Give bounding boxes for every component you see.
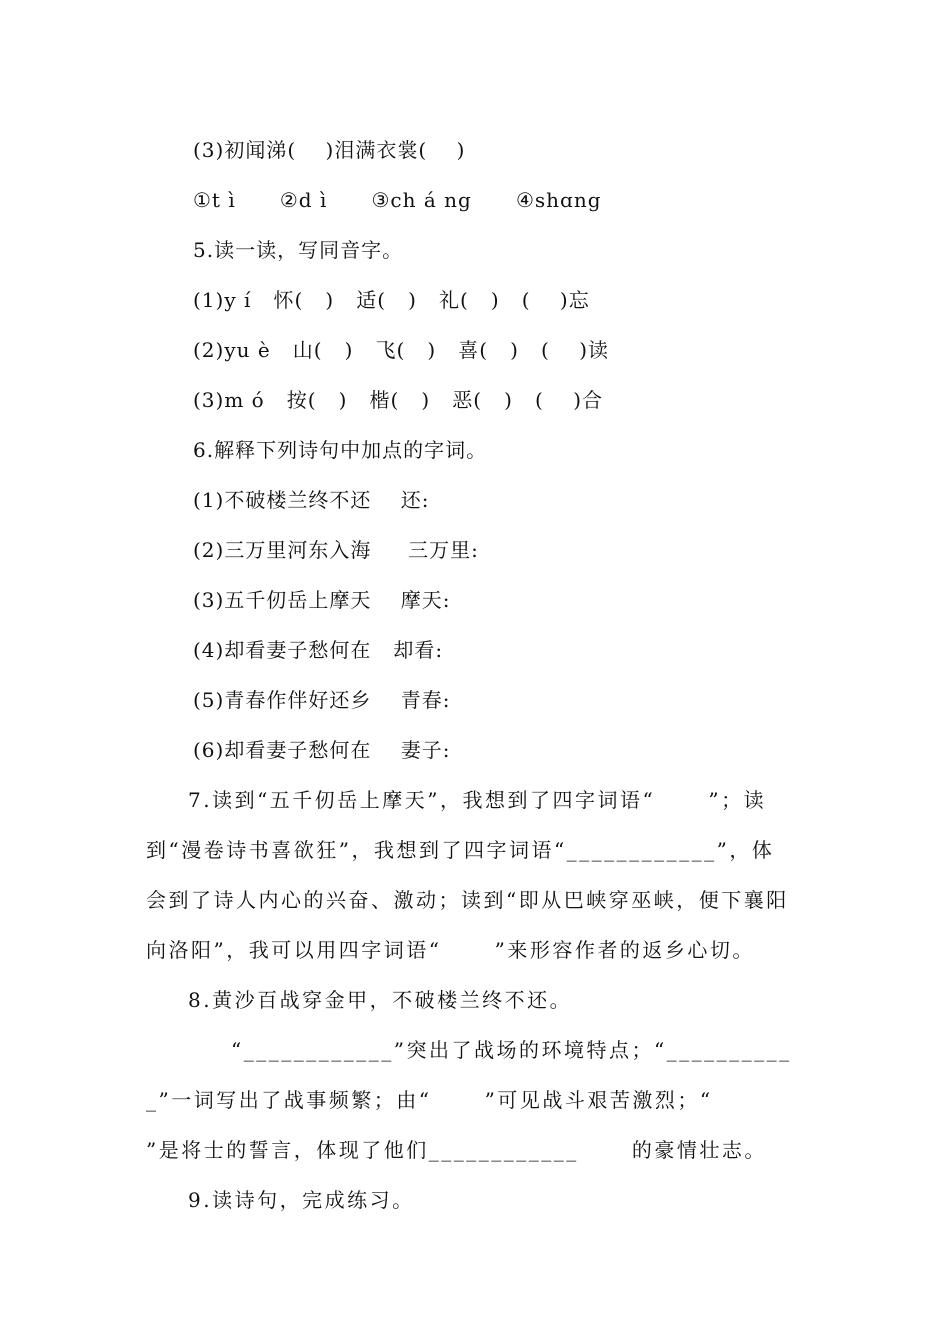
q7-line-4: 向洛阳”，我可以用四字词语“ ”来形容作者的返乡心切。 [146, 938, 755, 962]
q6-item-1: (1)不破楼兰终不还 还: [193, 488, 430, 512]
q5-heading: 5.读一读，写同音字。 [193, 238, 404, 262]
q6-item-3: (3)五千仞岳上摩天 摩天: [193, 588, 451, 612]
q4-item-3: (3)初闻涕( )泪满衣裳( ) [193, 138, 466, 162]
q5-item-2: (2)yu è 山( ) 飞( ) 喜( ) ( )读 [193, 338, 610, 362]
q6-heading: 6.解释下列诗句中加点的字词。 [193, 438, 488, 462]
q6-item-4: (4)却看妻子愁何在 却看: [193, 638, 444, 662]
q7-line-2: 到“漫卷诗书喜欲狂”，我想到了四字词语“____________”，体 [146, 838, 775, 862]
q8-line-2: _”一词写出了战事频繁；由“ ”可见战斗艰苦激烈；“ [146, 1088, 713, 1112]
q5-item-1: (1)y í 怀( ) 适( ) 礼( ) ( )忘 [193, 288, 590, 312]
q8-line-1: “____________”突出了战场的环境特点；“__________ [231, 1038, 792, 1062]
q4-pinyin-options: ①t ì ②d ì ③ch á ng ④shɑng [193, 188, 602, 212]
q7-line-1: 7.读到“五千仞岳上摩天”，我想到了四字词语“ ”；读 [188, 788, 767, 812]
q7-line-3: 会到了诗人内心的兴奋、激动；读到“即从巴峡穿巫峡，便下襄阳 [146, 888, 789, 912]
q9-heading: 9.读诗句，完成练习。 [188, 1188, 415, 1212]
q8-heading: 8.黄沙百战穿金甲，不破楼兰终不还。 [188, 988, 573, 1012]
q8-line-3: ”是将士的誓言，体现了他们____________ 的豪情壮志。 [146, 1138, 767, 1162]
q6-item-2: (2)三万里河东入海 三万里: [193, 538, 479, 562]
q5-item-3: (3)m ó 按( ) 楷( ) 恶( ) ( )合 [193, 388, 604, 412]
q6-item-5: (5)青春作伴好还乡 青春: [193, 688, 451, 712]
q6-item-6: (6)却看妻子愁何在 妻子: [193, 738, 451, 762]
